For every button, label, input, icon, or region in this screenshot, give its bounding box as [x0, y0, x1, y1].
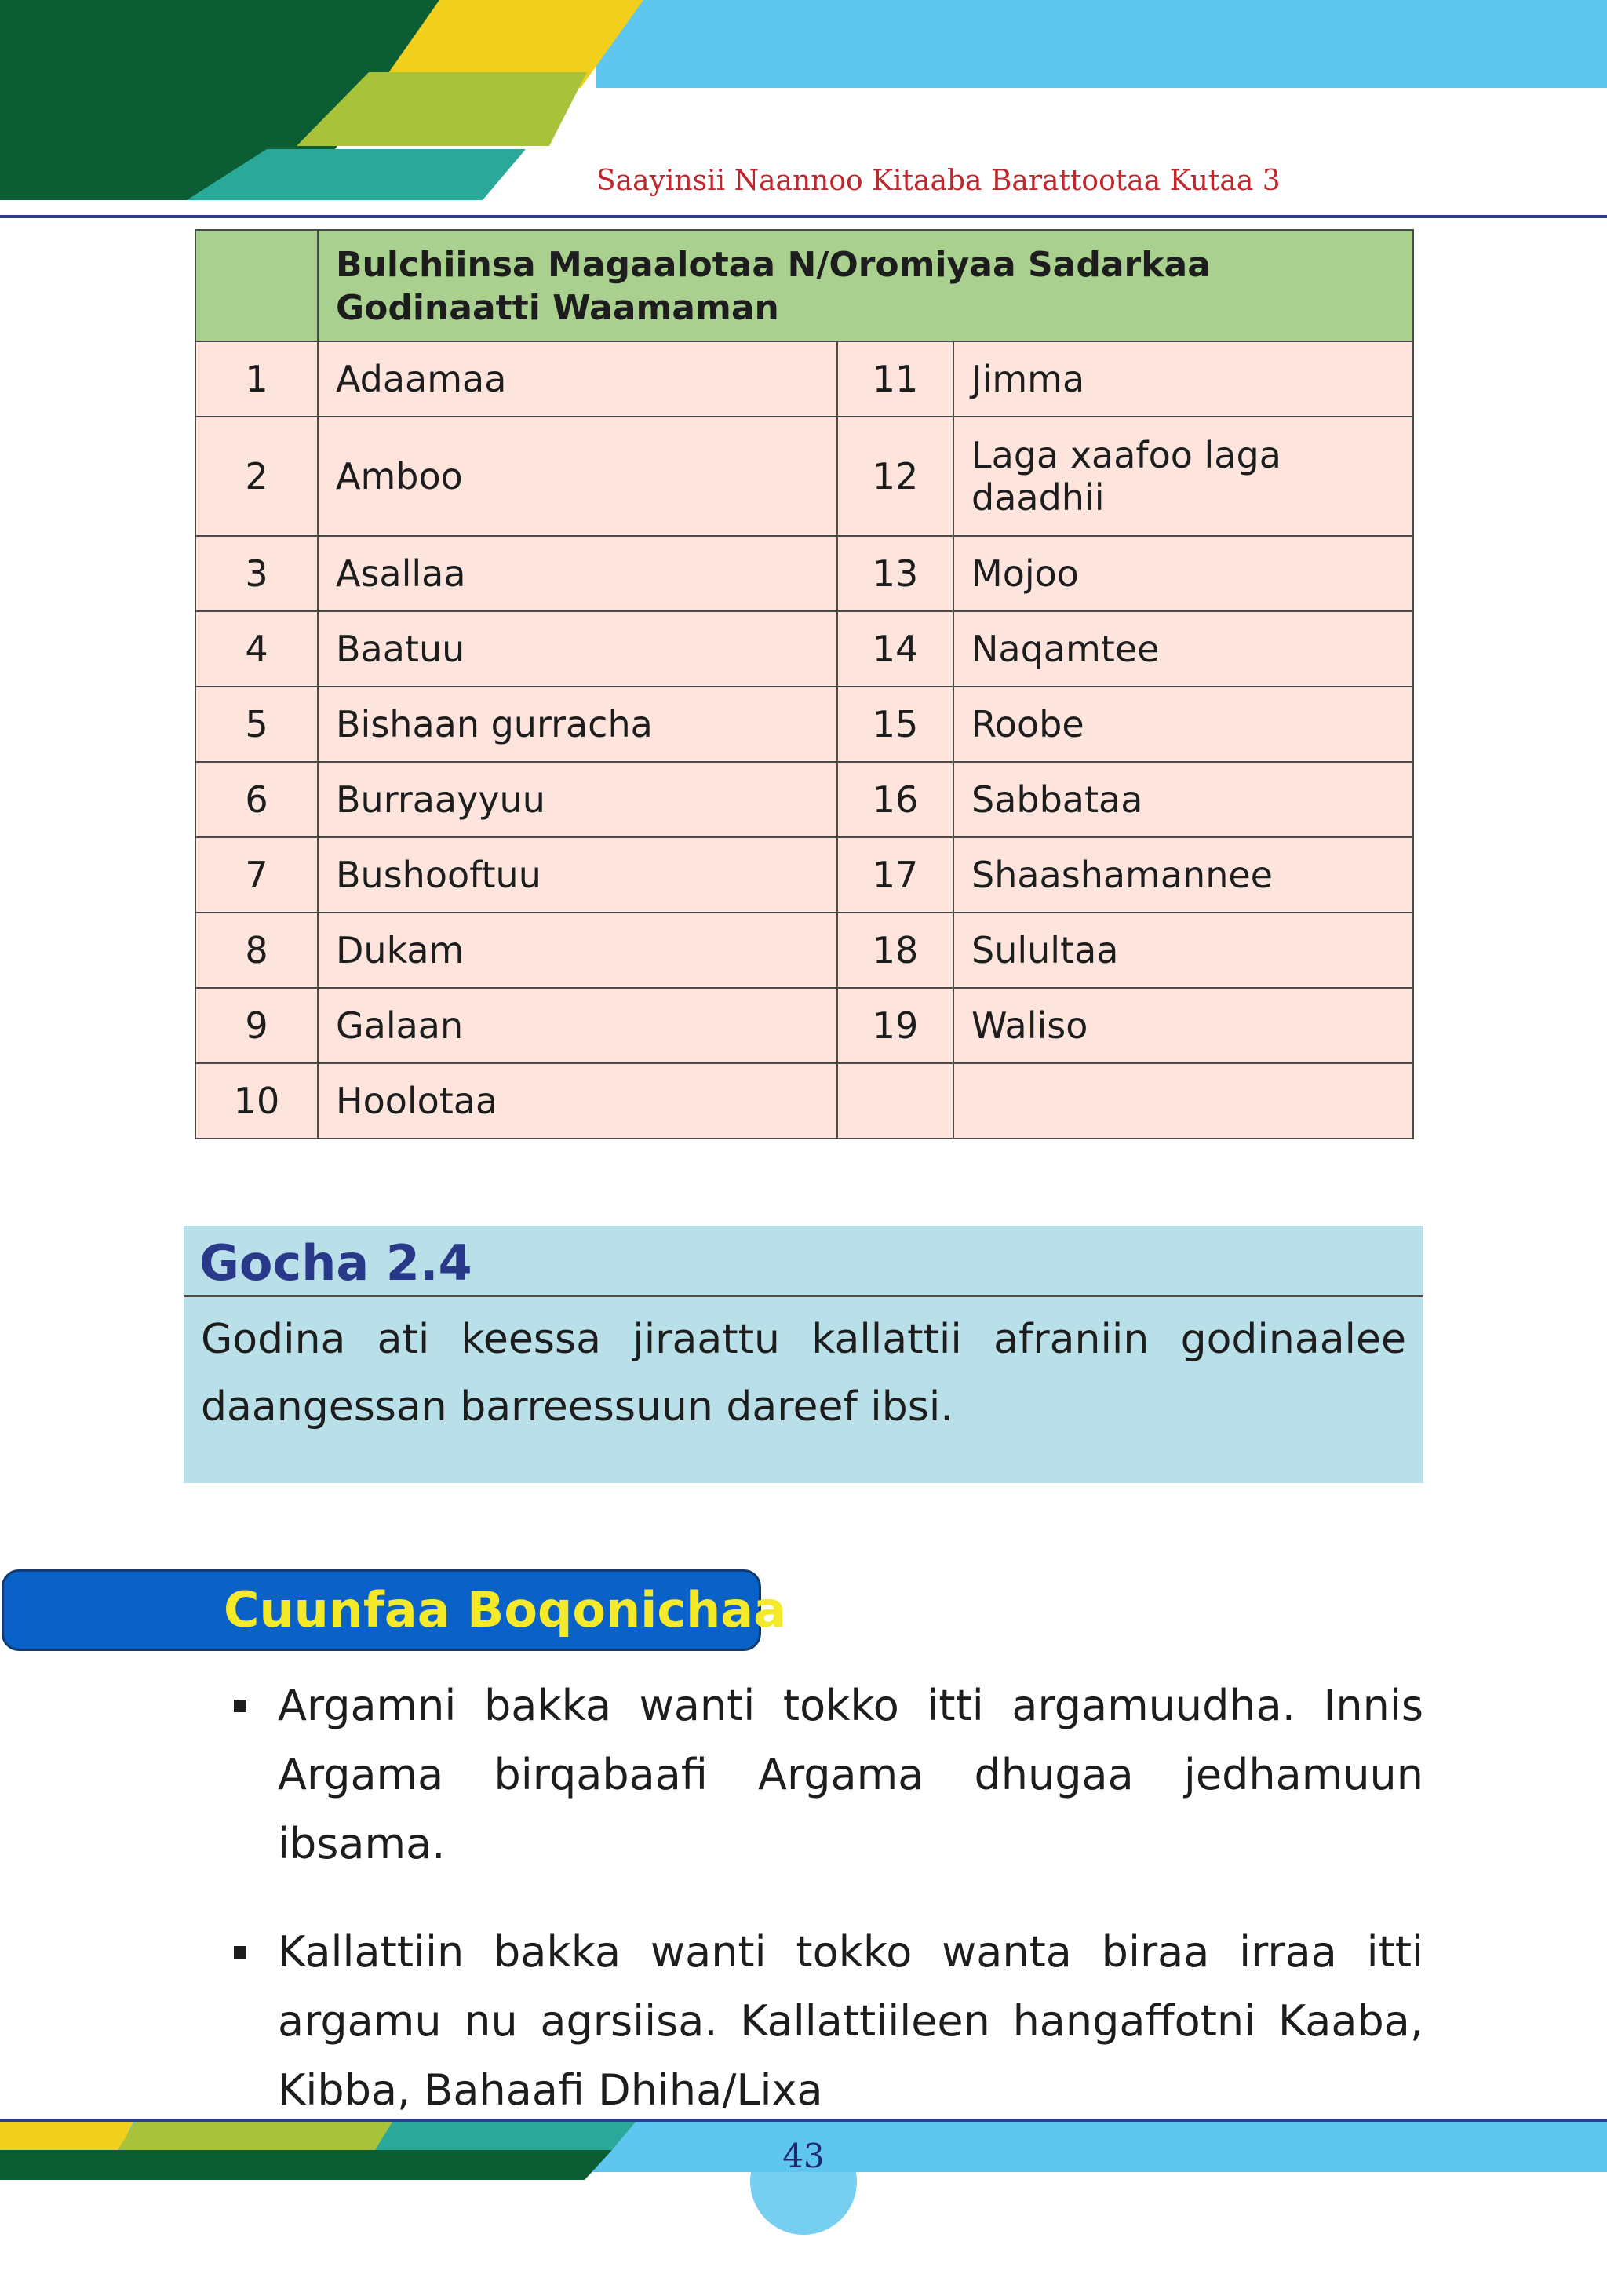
- town-name: Baatuu: [318, 611, 837, 687]
- row-number: 12: [837, 417, 953, 536]
- row-number: [837, 1063, 953, 1139]
- row-number: 16: [837, 762, 953, 837]
- table-row: [195, 536, 1413, 611]
- town-name: Amboo: [318, 417, 837, 536]
- table-row: [195, 913, 1413, 988]
- table-title: [318, 230, 1413, 341]
- table-header-blank: [195, 230, 318, 341]
- town-name: Hoolotaa: [318, 1063, 837, 1139]
- row-number: 9: [195, 988, 318, 1063]
- row-number: 11: [837, 341, 953, 417]
- row-number: 10: [195, 1063, 318, 1139]
- row-number: 1: [195, 341, 318, 417]
- row-number: 3: [195, 536, 318, 611]
- header-rule: [0, 215, 1607, 218]
- row-number: 14: [837, 611, 953, 687]
- table-row: [195, 837, 1413, 913]
- header-sky-band: [596, 0, 1607, 88]
- town-name: Galaan: [318, 988, 837, 1063]
- town-name: Bushooftuu: [318, 837, 837, 913]
- footer-lime-stripe: [118, 2122, 392, 2150]
- summary-bullet-text: Kallattiin bakka wanti tokko wanta biraa irraa itti argamu nu agrsiisa. Kallattiileen hangaffotni Kaaba, Kibba, Bahaafi Dhiha/Lixa: [278, 1927, 1423, 2115]
- towns-table: [195, 229, 1414, 1139]
- page-number: 43: [782, 2137, 825, 2175]
- town-name: Waliso: [953, 988, 1413, 1063]
- row-number: 6: [195, 762, 318, 837]
- town-name: Bishaan gurracha: [318, 687, 837, 762]
- table-row: [195, 417, 1413, 536]
- table-row: [195, 988, 1413, 1063]
- square-bullet-icon: [234, 1946, 246, 1959]
- town-name: Naqamtee: [953, 611, 1413, 687]
- town-name: Asallaa: [318, 536, 837, 611]
- town-name: Roobe: [953, 687, 1413, 762]
- table-title-text: Bulchiinsa Magaalotaa N/Oromiyaa Sadarkaa Godinaatti Waamaman: [336, 245, 1211, 328]
- row-number: 8: [195, 913, 318, 988]
- summary-label: Cuunfaa Boqonichaa: [224, 1581, 786, 1638]
- row-number: 18: [837, 913, 953, 988]
- town-name: Burraayyuu: [318, 762, 837, 837]
- summary-bullet: [228, 1671, 1423, 1879]
- footer-yellow-stripe: [0, 2122, 133, 2150]
- footer-teal-stripe: [375, 2122, 636, 2150]
- summary-bullets: [228, 1671, 1423, 2164]
- activity-rule: [184, 1295, 1423, 1297]
- town-name: Shaashamannee: [953, 837, 1413, 913]
- table-row: [195, 762, 1413, 837]
- town-name: Sabbataa: [953, 762, 1413, 837]
- town-name: [953, 1063, 1413, 1139]
- town-name: Mojoo: [953, 536, 1413, 611]
- row-number: 2: [195, 417, 318, 536]
- row-number: 5: [195, 687, 318, 762]
- row-number: 19: [837, 988, 953, 1063]
- row-number: 13: [837, 536, 953, 611]
- table-row: [195, 1063, 1413, 1139]
- town-name: Laga xaafoo laga daadhii: [953, 417, 1413, 536]
- summary-bullet-text: Argamni bakka wanti tokko itti argamuudha. Innis Argama birqabaafi Argama dhugaa jedhamuun ibsama.: [278, 1681, 1423, 1868]
- table-row: [195, 611, 1413, 687]
- town-name: Sulultaa: [953, 913, 1413, 988]
- activity-title: Gocha 2.4: [199, 1234, 472, 1292]
- running-title: Saayinsii Naannoo Kitaaba Barattootaa Kutaa 3: [596, 165, 1281, 197]
- activity-text: Godina ati keessa jiraattu kallattii afraniin godinaalee daangessan barreessuun dareef ibsi.: [201, 1316, 1406, 1430]
- row-number: 17: [837, 837, 953, 913]
- town-name: Adaamaa: [318, 341, 837, 417]
- summary-bullet: [228, 1918, 1423, 2125]
- square-bullet-icon: [234, 1700, 246, 1712]
- table-header-row: [195, 230, 1413, 341]
- activity-box: [184, 1226, 1423, 1483]
- table-row: [195, 687, 1413, 762]
- row-number: 15: [837, 687, 953, 762]
- town-name: Jimma: [953, 341, 1413, 417]
- footer-green-block: [0, 2150, 612, 2180]
- table-row: [195, 341, 1413, 417]
- row-number: 4: [195, 611, 318, 687]
- town-name: Dukam: [318, 913, 837, 988]
- row-number: 7: [195, 837, 318, 913]
- footer-rule: [0, 2119, 1607, 2122]
